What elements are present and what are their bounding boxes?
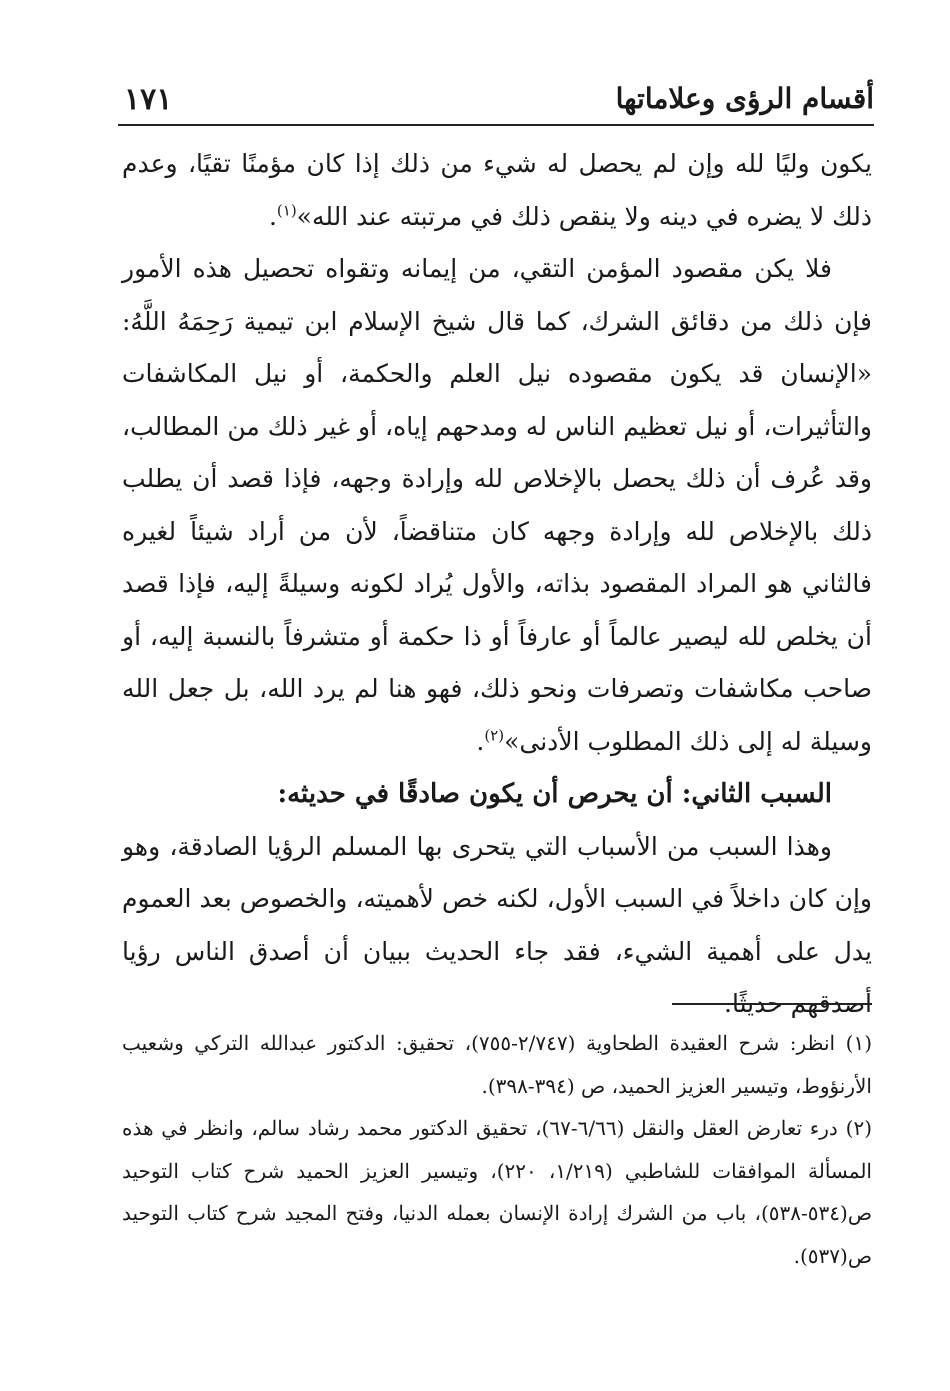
running-title: أقسام الرؤى وعلاماتها: [615, 82, 874, 115]
footnote-2: (٢) درء تعارض العقل والنقل (٦/٦٦-٦٧)، تحقيق الدكتور محمد رشاد سالم، وانظر في هذه المسألة الموافقات للشاطبي (١/٢١٩، ٢٢٠)، وتيسير العزيز الحميد شرح كتاب التوحيد ص(٥٣٤-٥٣٨)، باب من الشرك إرادة الإنسان بعمله الدنيا، وفتح المجيد شرح كتاب التوحيد ص(٥٣٧).: [122, 1116, 872, 1268]
section-heading-label: السبب الثاني:: [672, 779, 832, 809]
page-number: ١٧١: [124, 82, 173, 117]
footnote-ref-1: (١): [276, 201, 297, 220]
footnote-1: (١) انظر: شرح العقيدة الطحاوية (٢/٧٤٧-٧٥٥)، تحقيق: الدكتور عبدالله التركي وشعيب الأرنؤوط، وتيسير العزيز الحميد، ص (٣٩٤-٣٩٨).: [122, 1031, 872, 1098]
paragraph-1: [122, 138, 872, 243]
page-header: [118, 78, 874, 126]
section-heading: [122, 768, 872, 821]
paragraph-2-text: فلا يكن مقصود المؤمن التقي، من إيمانه وتقواه تحصيل هذه الأمور فإن ذلك من دقائق الشرك، كما قال شيخ الإسلام ابن تيمية رَحِمَهُ اللَّهُ: «الإنسان قد يكون مقصوده نيل العلم والحكمة، أو نيل المكاشفات والتأثيرات، أو نيل تعظيم الناس له ومدحهم إياه، أو غير ذلك من المطالب، وقد عُرف أن ذلك يحصل بالإخلاص لله وإرادة وجهه، فإذا قصد أن يطلب ذلك بالإخلاص لله وإرادة وجهه كان متناقضاً، لأن من أراد شيئاً لغيره فالثاني هو المراد المقصود بذاته، والأول يُراد لكونه وسيلةً إليه، فإذا قصد أن يخلص لله ليصير عالماً أو عارفاً أو ذا حكمة أو متشرفاً بالنسبة إليه، أو صاحب مكاشفات وتصرفات ونحو ذلك، فهو هنا لم يرد الله، بل جعل الله وسيلة له إلى ذلك المطلوب الأدنى»: [122, 254, 872, 756]
paragraph-1-text: يكون وليًا لله وإن لم يحصل له شيء من ذلك إذا كان مؤمنًا تقيًا، وعدم ذلك لا يضره في دينه ولا ينقص ذلك في مرتبته عند الله»: [122, 149, 872, 231]
footnotes: [122, 1022, 872, 1277]
paragraph-2-end: .: [476, 726, 485, 756]
paragraph-3: وهذا السبب من الأسباب التي يتحرى بها المسلم الرؤيا الصادقة، وهو وإن كان داخلاً في السبب الأول، لكنه خص لأهميته، والخصوص بعد العموم يدل على أهمية الشيء، فقد جاء الحديث ببيان أن أصدق الناس رؤيا أصدقهم حديثًا.: [122, 831, 872, 1018]
main-text: [122, 138, 872, 1031]
paragraph-2: [122, 243, 872, 768]
footnote-ref-2: (٢): [484, 726, 505, 745]
paragraph-1-end: .: [268, 201, 277, 231]
section-heading-text: أن يحرص أن يكون صادقًا في حديثه:: [277, 779, 673, 809]
footnote-separator: [672, 1003, 872, 1005]
